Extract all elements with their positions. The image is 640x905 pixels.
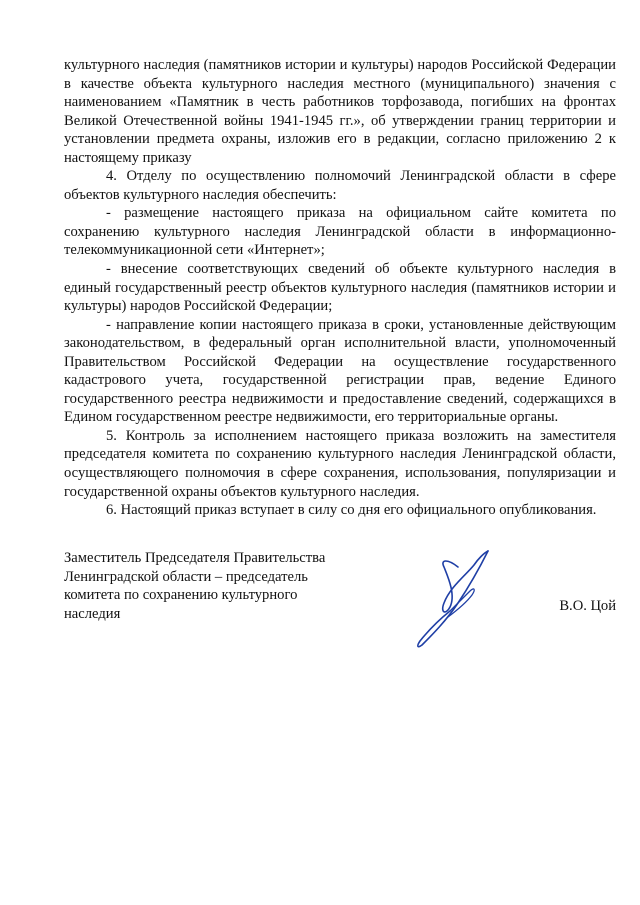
signature-stroke-tail [418, 551, 488, 647]
paragraph-item-4: 4. Отделу по осуществлению полномочий Ленинградской области в сфере объектов культурного наследия обеспечить: [64, 168, 616, 203]
paragraph-continuation: культурного наследия (памятников истории и культуры) народов Российской Федерации в качестве объекта культурного наследия местного (муниципального) значения с наименованием «Памятник в честь работников торфозавода, погибших на фронтах Великой Отечественной войны 1941-1945 гг.», об утверждении границ территории и установлении предмета охраны, изложив его в редакции, согласно приложению 2 к настоящему приказу [64, 57, 616, 166]
paragraph-bullet-register-entry: - внесение соответствующих сведений об объекте культурного наследия в единый государственный реестр объектов культурного наследия (памятников истории и культуры) народов Российской Федерации; [64, 261, 616, 315]
handwritten-signature [400, 545, 520, 650]
paragraph-bullet-send-copy: - направление копии настоящего приказа в сроки, установленные действующим законодательством, в федеральный орган исполнительной власти, уполномоченный Правительством Российской Федерации на осуществление государственного кадастрового учета, государственной регистрации прав, ведение Единого государственного реестра недвижимости и предоставление сведений, содержащихся в Едином государственном реестре недвижимости, его территориальные органы. [64, 316, 616, 426]
signer-name: В.О. Цой [559, 598, 616, 614]
signer-title: Заместитель Председателя Правительства Ленинградской области – председатель комитета по сохранению культурного наследия [64, 550, 326, 622]
paragraph-item-6: 6. Настоящий приказ вступает в силу со дня его официального опубликования. [106, 502, 597, 519]
paragraph-bullet-publish-online: - размещение настоящего приказа на официальном сайте комитета по сохранению культурного наследия Ленинградской области в информационно-телекоммуникационной сети «Интернет»; [64, 205, 616, 259]
signature-block [64, 549, 616, 623]
paragraph-item-5: 5. Контроль за исполнением настоящего приказа возложить на заместителя председателя комитета по сохранению культурного наследия Ленинградской области, осуществляющего полномочия в сфере сохранения, использования, популяризации и государственной охраны объектов культурного наследия. [64, 427, 616, 500]
document-body [64, 56, 616, 520]
